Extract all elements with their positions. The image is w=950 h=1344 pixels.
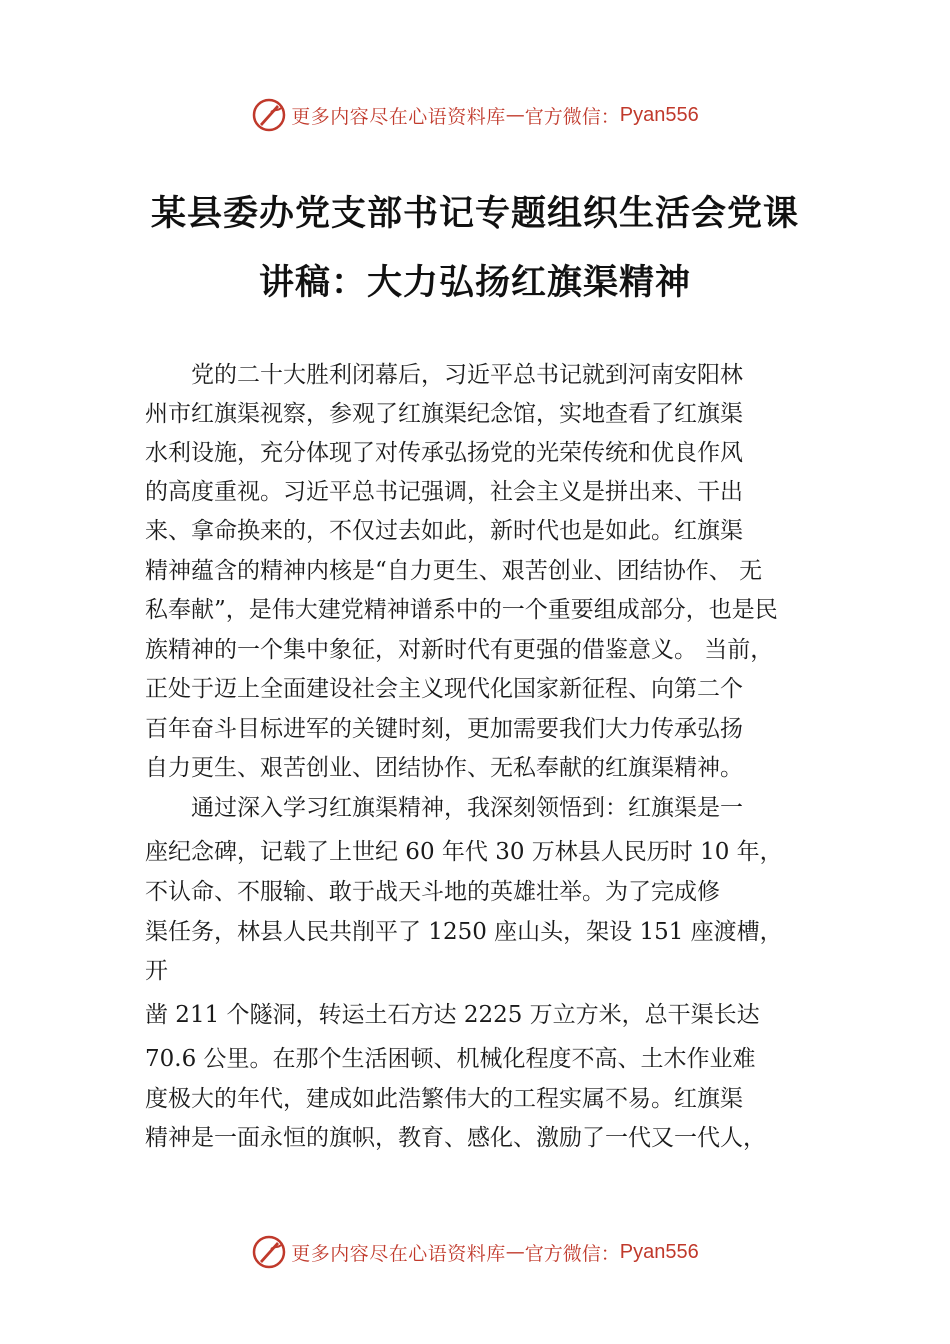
footer-watermark: [0, 1232, 950, 1272]
document-title-line-2: 讲稿：大力弘扬红旗渠精神: [258, 262, 691, 303]
body-line: 不认命、不服输、敢于战天斗地的英雄壮举。为了完成修: [145, 879, 720, 905]
body-line: 正处于迈上全面建设社会主义现代化国家新征程、向第二个: [145, 676, 743, 702]
body-line: 座纪念碑，记载了上世纪 60 年代 30 万林县人民历时 10 年，: [145, 839, 783, 865]
watermark-separator: —: [505, 104, 525, 126]
body-line: 族精神的一个集中象征，对新时代有更强的借鉴意义。 当前，: [145, 637, 774, 663]
quill-logo-icon: [251, 97, 287, 133]
body-line: 百年奋斗目标进军的关键时刻，更加需要我们大力传承弘扬: [145, 716, 743, 742]
body-line: 精神蕴含的精神内核是“自力更生、艰苦创业、团结协作、 无: [145, 558, 763, 584]
body-line: 度极大的年代，建成如此浩繁伟大的工程实属不易。红旗渠: [145, 1086, 743, 1112]
body-line: 通过深入学习红旗渠精神，我深刻领悟到：红旗渠是一: [145, 795, 743, 821]
body-line: 来、拿命换来的，不仅过去如此，新时代也是如此。红旗渠: [145, 518, 743, 544]
body-line: 水利设施，充分体现了对传承弘扬党的光荣传统和优良作风: [145, 440, 743, 466]
body-line: 私奉献”，是伟大建党精神谱系中的一个重要组成部分，也是民: [145, 597, 778, 623]
watermark-wechat-id: Pyan556: [619, 1240, 699, 1263]
watermark-wechat-label: 官方微信：: [524, 105, 620, 128]
header-watermark: [0, 95, 950, 135]
body-line: 渠任务，林县人民共削平了 1250 座山头，架设 151 座渡槽，: [145, 919, 783, 945]
quill-logo-icon: [251, 1234, 287, 1270]
body-line: 凿 211 个隧洞，转运土石方达 2225 万立方米，总干渠长达: [145, 1002, 760, 1028]
watermark-wechat-id: Pyan556: [619, 103, 699, 126]
watermark-brand: 更多内容尽在心语资料库: [291, 105, 506, 128]
body-line: 精神是一面永恒的旗帜，教育、感化、激励了一代又一代人，: [145, 1125, 766, 1151]
body-line: 自力更生、艰苦创业、团结协作、无私奉献的红旗渠精神。: [145, 755, 743, 781]
body-line: 州市红旗渠视察，参观了红旗渠纪念馆，实地查看了红旗渠: [145, 401, 743, 427]
body-line: 开: [145, 958, 168, 984]
watermark-brand: 更多内容尽在心语资料库: [291, 1242, 506, 1265]
watermark-separator: —: [505, 1241, 525, 1263]
watermark-wechat-label: 官方微信：: [524, 1242, 620, 1265]
body-line: 70.6 公里。在那个生活困顿、机械化程度不高、土木作业难: [145, 1046, 756, 1072]
body-line: 党的二十大胜利闭幕后，习近平总书记就到河南安阳林: [145, 362, 743, 388]
body-line: 的高度重视。习近平总书记强调，社会主义是拼出来、干出: [145, 479, 743, 505]
document-title-line-1: 某县委办党支部书记专题组织生活会党课: [150, 193, 799, 234]
